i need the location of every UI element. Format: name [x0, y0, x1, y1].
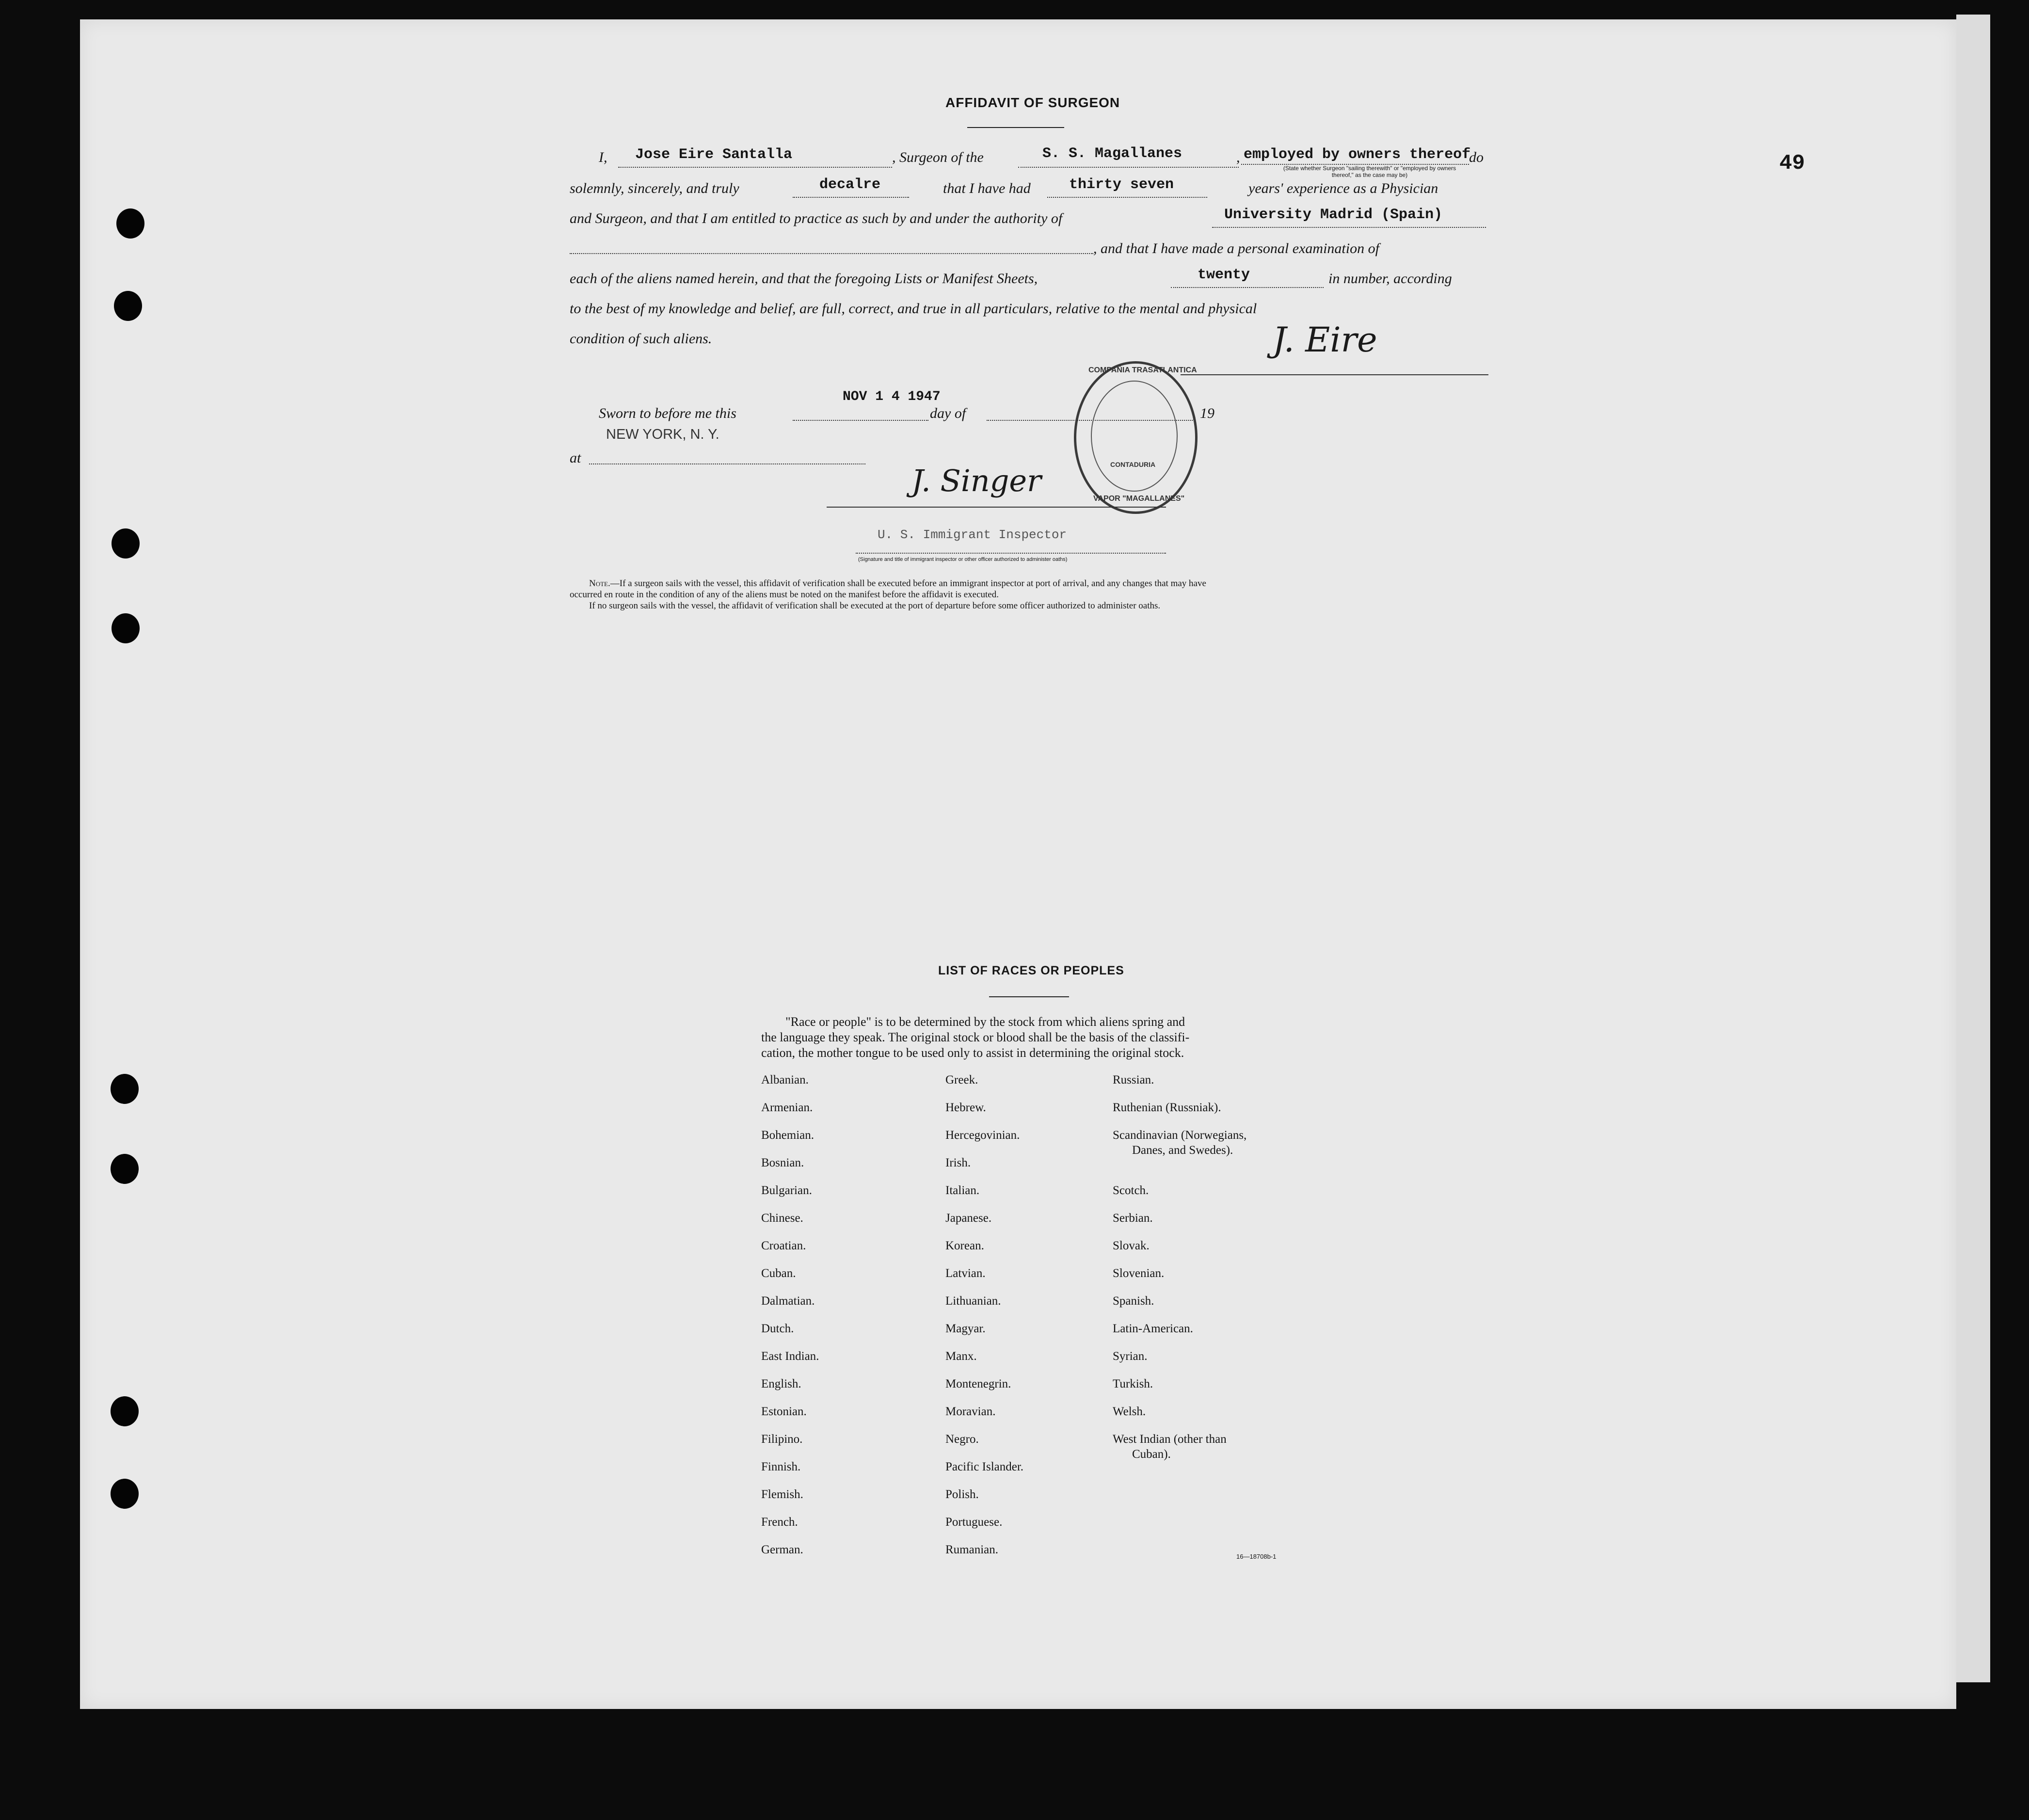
race-entry: German. [761, 1543, 803, 1556]
best-knowledge-label: to the best of my knowledge and belief, are full, correct, and true in all particulars, relative to the mental and physical [570, 301, 1257, 317]
vessel-name: S. S. Magallanes [1042, 145, 1182, 162]
in-number-label: in number, according [1328, 271, 1452, 287]
note-line-3: If no surgeon sails with the vessel, the affidavit of verification shall be executed at the port of departure before some officer authorized to administer oaths. [589, 601, 1161, 611]
seal-inner-ring [1091, 381, 1178, 492]
personal-exam-label: , and that I have made a personal examination of [1093, 240, 1379, 256]
punch-hole [111, 1154, 139, 1184]
race-entry: Rumanian. [945, 1543, 999, 1556]
sheets-line [1171, 287, 1324, 288]
intro-line-1: "Race or people" is to be determined by the stock from which aliens spring and [785, 1015, 1185, 1029]
race-entry: Ruthenian (Russniak). [1113, 1101, 1221, 1114]
day-of-label: day of [930, 405, 966, 421]
race-entry: Filipino. [761, 1433, 803, 1446]
race-entry: Welsh. [1113, 1405, 1146, 1418]
punch-hole [116, 208, 144, 239]
affidavit-note [570, 578, 1491, 611]
authority-value: University Madrid (Spain) [1224, 207, 1443, 223]
race-entry: Russian. [1113, 1073, 1154, 1086]
race-entry: Flemish. [761, 1488, 803, 1501]
race-entry: Danes, and Swedes). [1132, 1144, 1233, 1157]
race-entry: Scandinavian (Norwegians, [1113, 1129, 1247, 1142]
race-entry: Bulgarian. [761, 1184, 812, 1197]
lead-i: I, [599, 149, 607, 165]
punch-hole [114, 291, 142, 321]
race-entry: Bosnian. [761, 1156, 804, 1169]
race-entry: Japanese. [945, 1212, 992, 1225]
punch-hole [112, 528, 140, 559]
race-entry: Pacific Islander. [945, 1460, 1024, 1473]
surgeon-signature: J. Eire [1273, 320, 1377, 360]
authority-line [1212, 227, 1486, 228]
race-entry: Estonian. [761, 1405, 807, 1418]
race-entry: Italian. [945, 1184, 980, 1197]
vessel-line [1018, 167, 1239, 168]
place-stamp: NEW YORK, N. Y. [606, 427, 719, 442]
race-entry: Chinese. [761, 1212, 803, 1225]
note-line-2: occurred en route in the condition of any of the aliens must be noted on the manifest before the affidavit is executed. [570, 590, 999, 600]
race-entry: East Indian. [761, 1350, 819, 1363]
race-entry: Montenegrin. [945, 1377, 1011, 1390]
race-entry: Dalmatian. [761, 1294, 815, 1308]
affidavit-title: AFFIDAVIT OF SURGEON [945, 95, 1120, 110]
race-entry: Latvian. [945, 1267, 986, 1280]
race-entry: Negro. [945, 1433, 979, 1446]
race-entry: West Indian (other than [1113, 1433, 1227, 1446]
punch-hole [111, 1396, 139, 1426]
race-entry: Manx. [945, 1350, 977, 1363]
note-label: Note.— [589, 578, 620, 589]
race-entry: Hercegovinian. [945, 1129, 1020, 1142]
race-entry: Irish. [945, 1156, 971, 1169]
seal-bottom-text: VAPOR "MAGALLANES" [1093, 495, 1185, 503]
sworn-date-line [793, 420, 928, 421]
race-entry: Cuban. [761, 1267, 796, 1280]
race-entry: Croatian. [761, 1239, 806, 1252]
race-entry: Albanian. [761, 1073, 809, 1086]
race-entry: Moravian. [945, 1405, 996, 1418]
inspector-signature: J. Singer [911, 463, 1041, 498]
inspector-signature-line [827, 507, 1166, 508]
signature-hint: (Signature and title of immigrant inspector or other officer authorized to administer oaths) [858, 557, 1068, 562]
and-surgeon-label: and Surgeon, and that I am entitled to practice as such by and under the authority of [570, 210, 1063, 226]
years-line [1047, 197, 1207, 198]
race-entry: Slovak. [1113, 1239, 1150, 1252]
race-entry: Polish. [945, 1488, 979, 1501]
seal-top-text: COMPAÑIA TRASATLANTICA [1088, 366, 1197, 374]
sworn-label: Sworn to before me this [599, 405, 736, 421]
inspector-title-line [856, 553, 1166, 554]
race-entry: Korean. [945, 1239, 984, 1252]
race-entry: French. [761, 1516, 798, 1529]
race-entry: Magyar. [945, 1322, 986, 1335]
seal-middle-text: CONTADURIA [1110, 461, 1156, 468]
page-edge [1956, 15, 1990, 1682]
race-entry: English. [761, 1377, 801, 1390]
race-entry: Bohemian. [761, 1129, 815, 1142]
do-label: do [1469, 149, 1484, 165]
employment-hint: (State whether Surgeon "sailing therewith" or "employed by owners thereof," as the case may be) [1283, 165, 1456, 178]
race-entry: Syrian. [1113, 1350, 1148, 1363]
race-entry: Finnish. [761, 1460, 801, 1473]
race-entry: Armenian. [761, 1101, 813, 1114]
race-entry: Spanish. [1113, 1294, 1154, 1308]
punch-hole [111, 1479, 139, 1509]
date-stamp: NOV 1 4 1947 [843, 389, 941, 404]
employment-status: employed by owners thereof [1244, 146, 1471, 163]
at-label: at [570, 450, 581, 466]
at-line [589, 463, 865, 464]
races-title-underline [989, 996, 1069, 997]
race-entry: Serbian. [1113, 1212, 1153, 1225]
sheets-value: twenty [1198, 267, 1250, 283]
declare-line [793, 197, 909, 198]
surgeon-of-the-label: , Surgeon of the [892, 149, 984, 165]
surgeon-signature-line [1181, 374, 1488, 375]
surgeon-name-line [618, 167, 892, 168]
form-number: 16—18708b-1 [1236, 1553, 1277, 1560]
authority-continuation-line [570, 253, 1093, 254]
surgeon-name: Jose Eire Santalla [635, 146, 793, 163]
that-i-have-had-label: that I have had [943, 180, 1031, 196]
races-intro [761, 1014, 1189, 1061]
race-entry: Dutch. [761, 1322, 794, 1335]
years-value: thirty seven [1069, 176, 1174, 193]
punch-hole [111, 1074, 139, 1104]
race-entry: Hebrew. [945, 1101, 986, 1114]
inspector-title: U. S. Immigrant Inspector [878, 527, 1067, 542]
solemnly-label: solemnly, sincerely, and truly [570, 180, 739, 196]
intro-line-2: the language they speak. The original stock or blood shall be the basis of the classifi- [761, 1030, 1190, 1044]
race-entry: Lithuanian. [945, 1294, 1001, 1308]
title-underline [967, 127, 1064, 128]
nineteen-label: , 19 [1193, 405, 1214, 421]
company-seal [1074, 361, 1198, 514]
each-alien-label: each of the aliens named herein, and that the foregoing Lists or Manifest Sheets, [570, 271, 1038, 287]
comma: , [1236, 149, 1240, 165]
race-entry: Scotch. [1113, 1184, 1149, 1197]
intro-line-3: cation, the mother tongue to be used only to assist in determining the original stock. [761, 1046, 1184, 1060]
race-entry: Slovenian. [1113, 1267, 1165, 1280]
race-entry: Portuguese. [945, 1516, 1003, 1529]
races-title: LIST OF RACES OR PEOPLES [938, 964, 1124, 977]
note-line-1: If a surgeon sails with the vessel, this affidavit of verification shall be executed before an immigrant inspector at port of arrival, and any changes that may have [619, 578, 1206, 589]
race-entry: Turkish. [1113, 1377, 1153, 1390]
punch-hole [112, 613, 140, 643]
declare-value: decalre [819, 176, 881, 193]
condition-label: condition of such aliens. [570, 331, 712, 347]
race-entry: Cuban). [1132, 1448, 1171, 1461]
race-entry: Greek. [945, 1073, 978, 1086]
race-entry: Latin-American. [1113, 1322, 1193, 1335]
years-experience-label: years' experience as a Physician [1248, 180, 1438, 196]
page-number: 49 [1779, 151, 1805, 176]
